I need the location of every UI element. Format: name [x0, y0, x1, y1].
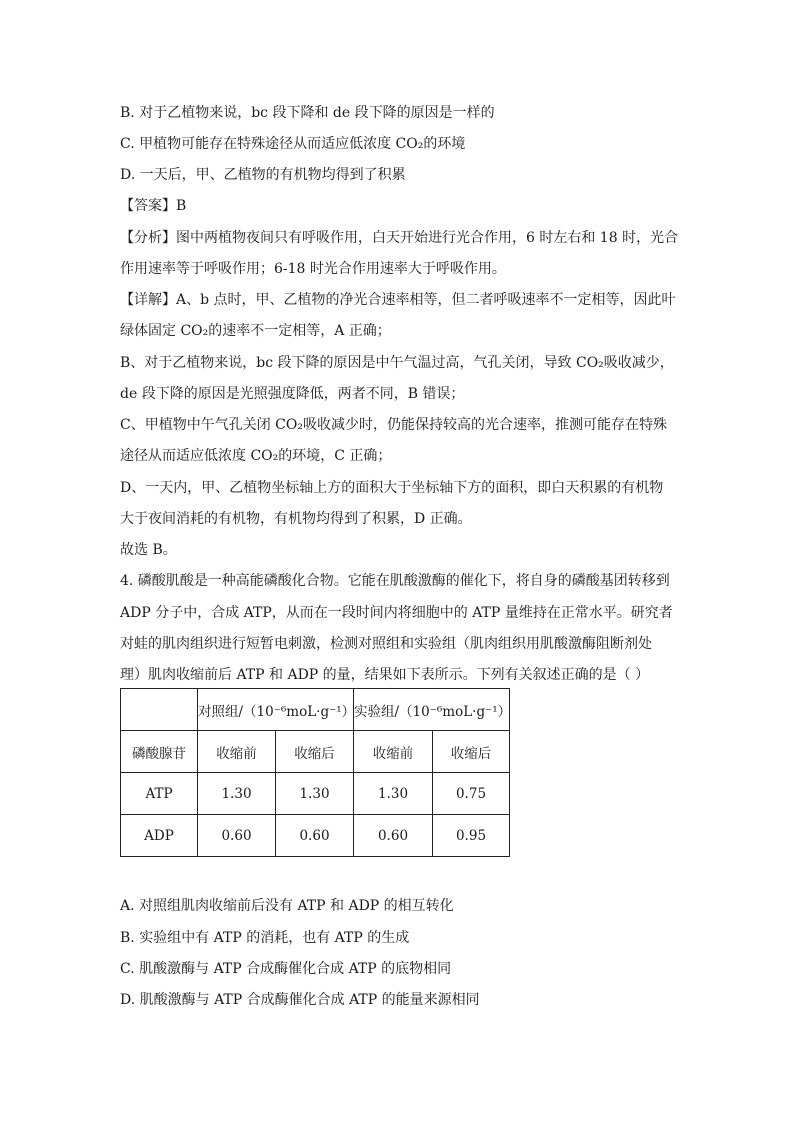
- question-4-line-1: 4. 磷酸肌酸是一种高能磷酸化合物。它能在肌酸激酶的催化下，将自身的磷酸基团转移到: [120, 573, 670, 589]
- table-row: [121, 815, 510, 857]
- option-a: A. 对照组肌肉收缩前后没有 ATP 和 ADP 的相互转化: [120, 898, 454, 914]
- explain-line-2: 绿体固定 CO₂的速率不一定相等，A 正确；: [120, 323, 391, 339]
- table-cell: ATP: [121, 773, 198, 815]
- table-cell: 0.75: [433, 773, 510, 815]
- table-cell: 1.30: [276, 773, 354, 815]
- table-cell: 0.60: [198, 815, 276, 857]
- table-cell: 收缩后: [433, 731, 510, 773]
- analysis-line-2: 作用速率等于呼吸作用；6-18 时光合作用速率大于呼吸作用。: [120, 261, 506, 277]
- explain-line-6: 途径从而适应低浓度 CO₂的环境，C 正确；: [120, 448, 392, 464]
- table-row: [121, 773, 510, 815]
- explain-line-3: B、对于乙植物来说，bc 段下降的原因是中午气温过高，气孔关闭，导致 CO₂吸收减少，: [120, 355, 674, 371]
- table-cell: 0.60: [354, 815, 433, 857]
- explain-line-7: D、一天内，甲、乙植物坐标轴上方的面积大于坐标轴下方的面积，即白天积累的有机物: [120, 480, 664, 496]
- analysis-line-1: 【分析】图中两植物夜间只有呼吸作用，白天开始进行光合作用，6 时左右和 18 时，光合: [120, 230, 679, 246]
- table-row: [121, 731, 510, 773]
- explain-line-4: de 段下降的原因是光照强度降低，两者不同，B 错误；: [120, 386, 465, 402]
- question-4-line-3: 对蛙的肌肉组织进行短暂电刺激，检测对照组和实验组（肌肉组织用肌酸激酶阻断剂处: [120, 636, 652, 652]
- question-4-line-2: ADP 分子中，合成 ATP，从而在一段时间内将细胞中的 ATP 量维持在正常水平。研究者: [120, 605, 673, 621]
- experiment-group-header: 实验组/（10⁻⁶moL·g⁻¹）: [354, 689, 510, 731]
- control-group-header: 对照组/（10⁻⁶moL·g⁻¹）: [198, 689, 354, 731]
- table-corner-cell: [121, 689, 198, 731]
- option-b: B. 实验组中有 ATP 的消耗，也有 ATP 的生成: [120, 930, 410, 946]
- table-cell: 1.30: [198, 773, 276, 815]
- conclusion-line: 故选 B。: [120, 542, 177, 558]
- table-cell: 0.95: [433, 815, 510, 857]
- table-cell: 0.60: [276, 815, 354, 857]
- answer-line: 【答案】B: [120, 198, 187, 214]
- explain-line-5: C、甲植物中午气孔关闭 CO₂吸收减少时，仍能保持较高的光合速率，推测可能存在特殊: [120, 417, 667, 433]
- option-b-prev: B. 对于乙植物来说，bc 段下降和 de 段下降的原因是一样的: [120, 105, 495, 121]
- row-header-label: 磷酸腺苷: [121, 731, 198, 773]
- table-cell: 收缩后: [276, 731, 354, 773]
- option-c: C. 肌酸激酶与 ATP 合成酶催化合成 ATP 的底物相同: [120, 961, 452, 977]
- explain-line-1: 【详解】A、b 点时，甲、乙植物的净光合速率相等，但二者呼吸速率不一定相等，因此叶: [120, 292, 676, 308]
- table-cell: 收缩前: [198, 731, 276, 773]
- explain-line-8: 大于夜间消耗的有机物，有机物均得到了积累，D 正确。: [120, 511, 472, 527]
- table-cell: 收缩前: [354, 731, 433, 773]
- option-c-prev: C. 甲植物可能存在特殊途径从而适应低浓度 CO₂的环境: [120, 136, 466, 152]
- option-d-prev: D. 一天后，甲、乙植物的有机物均得到了积累: [120, 167, 406, 183]
- results-table: [120, 688, 510, 857]
- option-d: D. 肌酸激酶与 ATP 合成酶催化合成 ATP 的能量来源相同: [120, 992, 480, 1008]
- table-cell: 1.30: [354, 773, 433, 815]
- table-header-row: [121, 689, 510, 731]
- question-4-line-4: 理）肌肉收缩前后 ATP 和 ADP 的量，结果如下表所示。下列有关叙述正确的是（ ）: [120, 667, 650, 683]
- table-cell: ADP: [121, 815, 198, 857]
